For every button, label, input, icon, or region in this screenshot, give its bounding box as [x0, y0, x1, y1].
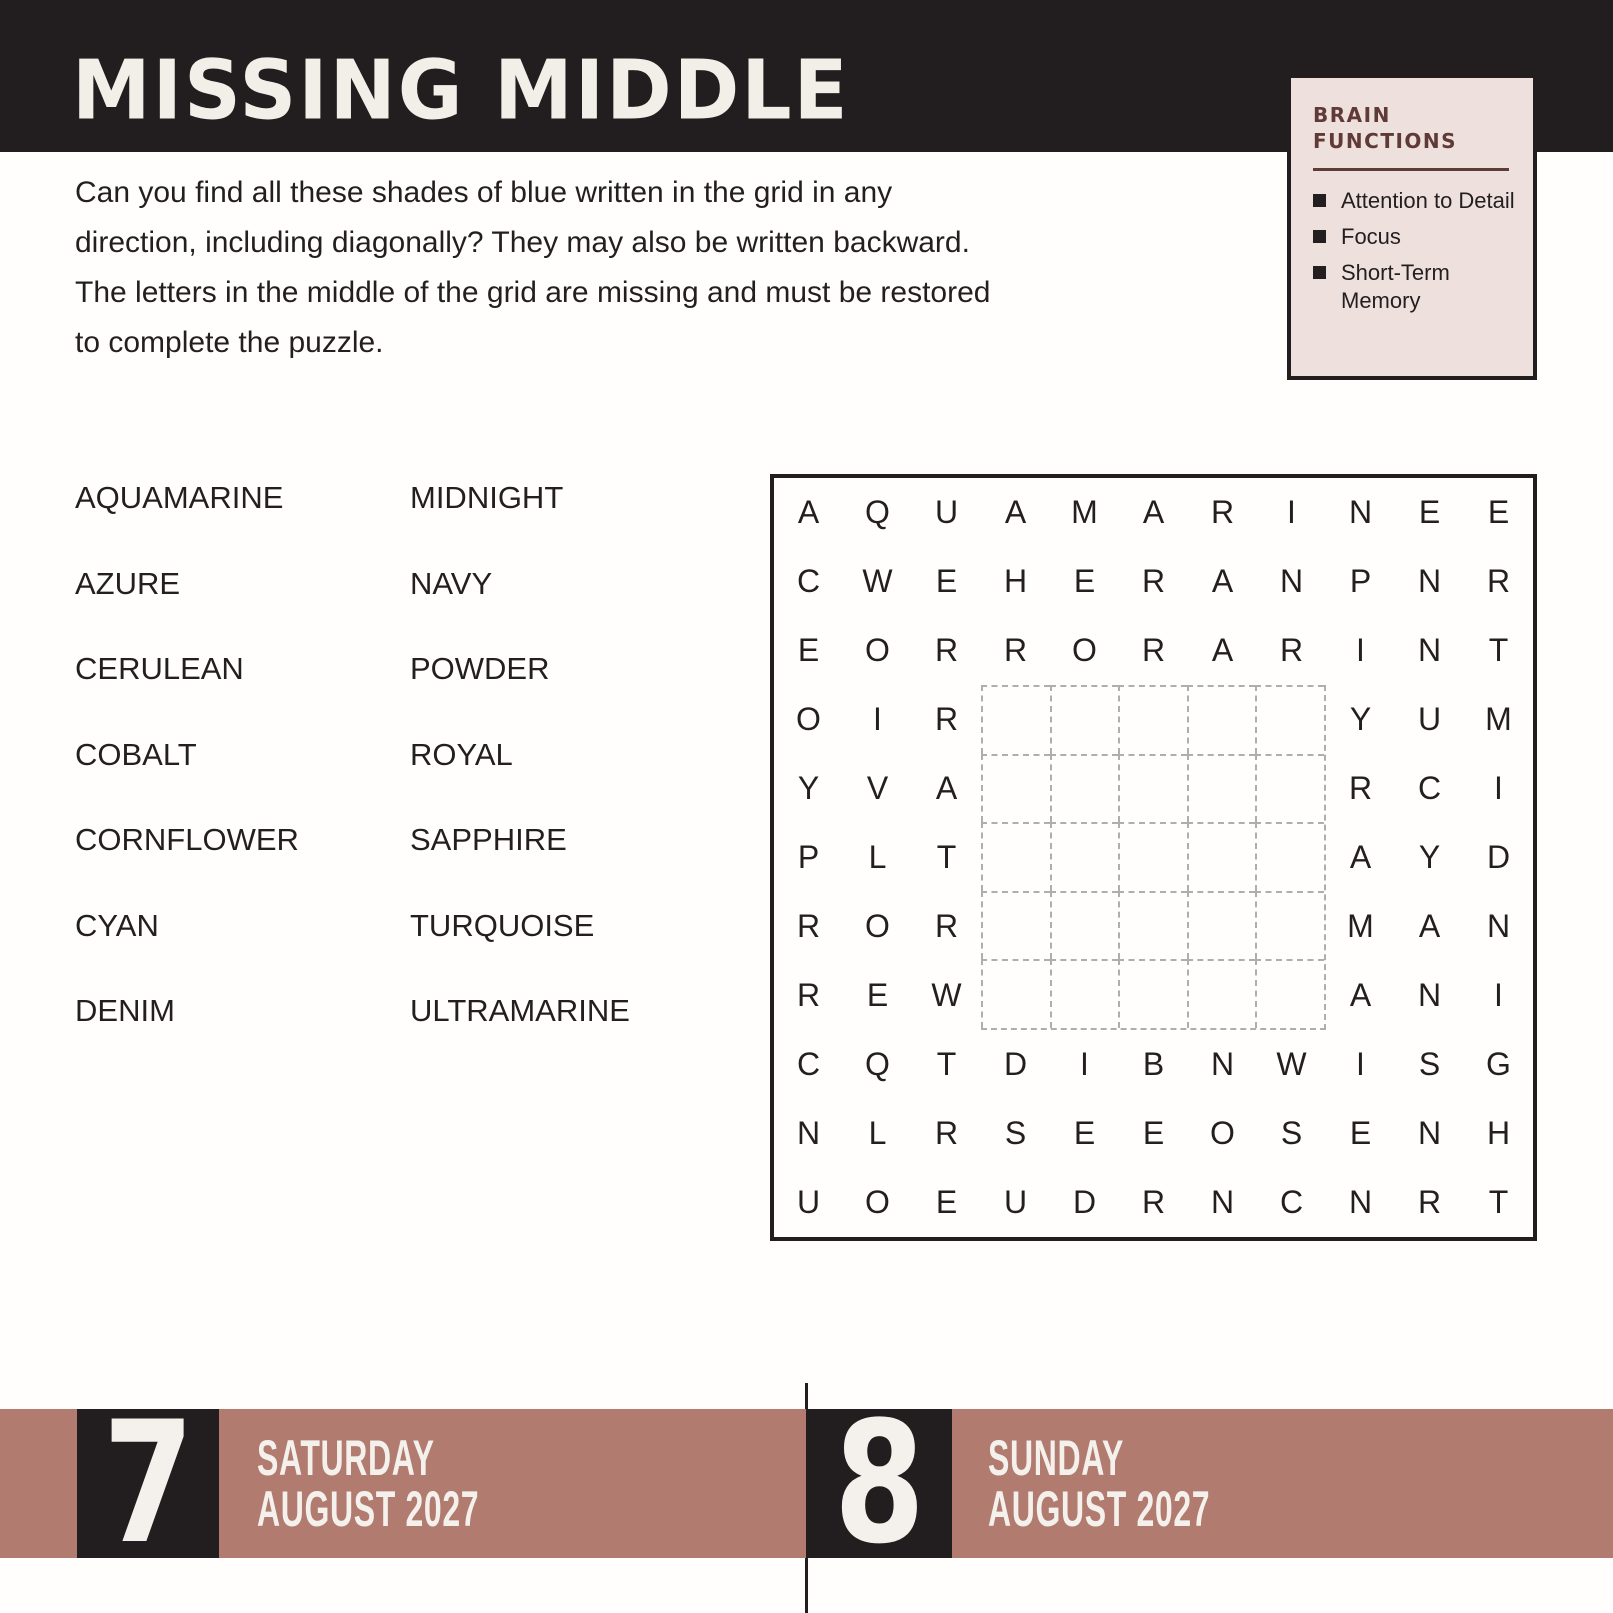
grid-cell: R [1210, 494, 1235, 530]
word-list-item: NAVY [410, 565, 493, 601]
grid-cell: N [1348, 494, 1373, 530]
grid-cell: E [1073, 563, 1096, 599]
day-number-box-saturday [77, 1385, 219, 1581]
grid-cell: O [1210, 1115, 1235, 1151]
word-list-column-1 [75, 482, 299, 1081]
month-year-label: AUGUST 2027 [257, 1480, 480, 1537]
grid-cell: R [1141, 1184, 1166, 1220]
grid-cell: D [1486, 839, 1511, 875]
grid-cell: R [934, 632, 959, 668]
grid-cell: B [1142, 1046, 1165, 1082]
grid-cell: A [1418, 908, 1441, 944]
missing-cell-outline [981, 754, 1050, 823]
grid-cell: O [1072, 632, 1097, 668]
grid-cell: Y [1418, 839, 1441, 875]
grid-cell: I [1494, 977, 1503, 1013]
missing-cell-outline [1187, 754, 1256, 823]
grid-cell: E [1073, 1115, 1096, 1151]
word-search-grid [770, 474, 1537, 1241]
word-list-column-2 [410, 482, 630, 1081]
missing-cell-outline [1187, 891, 1256, 960]
grid-cell: I [1080, 1046, 1089, 1082]
grid-cell: G [1486, 1046, 1511, 1082]
missing-cell-outline [1118, 754, 1187, 823]
calendar-bar [0, 1385, 1613, 1581]
grid-cell: C [796, 1046, 821, 1082]
word-list-item: POWDER [410, 651, 550, 686]
grid-cell: N [1486, 908, 1511, 944]
grid-cell: R [1486, 563, 1511, 599]
word-list-item: CORNFLOWER [75, 822, 299, 857]
grid-cell: R [1348, 770, 1373, 806]
grid-cell: N [1279, 563, 1304, 599]
instruction-line: to complete the puzzle. [75, 326, 384, 359]
grid-cell: W [931, 977, 962, 1013]
grid-cell: I [1356, 632, 1365, 668]
brain-function-item: Short-Term Memory [1313, 259, 1519, 315]
grid-cell: I [873, 701, 882, 737]
weekday-label: SATURDAY [257, 1429, 435, 1486]
grid-cell: R [1417, 1184, 1442, 1220]
grid-cell: C [1417, 770, 1442, 806]
grid-cell: A [1349, 839, 1372, 875]
brain-function-item: Focus [1313, 223, 1519, 251]
grid-cell: O [865, 908, 890, 944]
grid-cell: R [1141, 632, 1166, 668]
grid-cell: R [934, 1115, 959, 1151]
day-labels-saturday [257, 1429, 604, 1537]
instruction-line: direction, including diagonally? They may also be written backward. [75, 226, 970, 259]
missing-cell-outline [1187, 685, 1256, 754]
grid-cell: I [1356, 1046, 1365, 1082]
brain-function-item: Attention to Detail [1313, 187, 1519, 215]
day-number-8: 8 [833, 1385, 925, 1581]
missing-cell-outline [1255, 685, 1324, 754]
grid-cell: A [1211, 632, 1234, 668]
brain-functions-divider [1313, 168, 1509, 171]
grid-cell: N [1417, 1115, 1442, 1151]
grid-cell: E [935, 1184, 958, 1220]
missing-cell-outline [1118, 891, 1187, 960]
missing-cell-outline [1050, 959, 1119, 1028]
grid-cell: A [1142, 494, 1165, 530]
missing-cell-outline [1050, 685, 1119, 754]
brain-functions-box [1287, 74, 1537, 380]
grid-cell: R [796, 908, 821, 944]
grid-cell: O [865, 632, 890, 668]
grid-cell: T [1488, 1184, 1509, 1220]
missing-cell-outline [1255, 959, 1324, 1028]
grid-cell: W [862, 563, 893, 599]
grid-cell: U [1417, 701, 1442, 737]
word-list-item: MIDNIGHT [410, 480, 564, 515]
grid-cell: D [1072, 1184, 1097, 1220]
grid-cell: S [1418, 1046, 1441, 1082]
missing-cell-outline [981, 685, 1050, 754]
grid-cell: N [1417, 632, 1442, 668]
grid-cell: E [797, 632, 820, 668]
grid-cell: L [868, 839, 887, 875]
grid-cell: D [1003, 1046, 1028, 1082]
word-list-item: ULTRAMARINE [410, 993, 630, 1028]
grid-cell: Y [1349, 701, 1372, 737]
grid-cell: A [797, 494, 820, 530]
grid-cell: P [1349, 563, 1372, 599]
brain-functions-heading: BRAIN FUNCTIONS [1313, 103, 1458, 153]
grid-cell: P [797, 839, 820, 875]
grid-cell: M [1347, 908, 1374, 944]
missing-cell-outline [1255, 754, 1324, 823]
day-number-box-sunday [806, 1385, 952, 1581]
grid-cell: Q [865, 1046, 890, 1082]
grid-cell: R [1141, 563, 1166, 599]
grid-cell: R [796, 977, 821, 1013]
grid-cell: E [866, 977, 889, 1013]
grid-cell: R [934, 701, 959, 737]
grid-cell: I [1494, 770, 1503, 806]
missing-cell-outline [981, 891, 1050, 960]
word-list-item: CYAN [75, 907, 159, 943]
word-list-item: CERULEAN [75, 651, 244, 686]
missing-cell-outline [981, 822, 1050, 891]
word-list-item: COBALT [75, 736, 197, 772]
grid-cell: N [796, 1115, 821, 1151]
grid-cell: E [1418, 494, 1441, 530]
missing-cell-outline [1050, 891, 1119, 960]
missing-cell-outline [1050, 754, 1119, 823]
grid-cell: I [1287, 494, 1296, 530]
grid-cell: N [1210, 1046, 1235, 1082]
missing-region-overlay [981, 685, 1326, 1030]
missing-cell-outline [1050, 822, 1119, 891]
missing-cell-outline [1118, 822, 1187, 891]
missing-cell-outline [1118, 685, 1187, 754]
month-year-label: AUGUST 2027 [988, 1480, 1211, 1537]
grid-cell: Y [797, 770, 820, 806]
grid-cell: U [934, 494, 959, 530]
instruction-line: Can you find all these shades of blue written in the grid in any [75, 176, 893, 209]
word-list-item: AZURE [75, 565, 181, 601]
grid-cell: H [1486, 1115, 1511, 1151]
day-labels-sunday [988, 1429, 1335, 1537]
weekday-label: SUNDAY [988, 1429, 1125, 1486]
brain-functions-list [1313, 187, 1519, 315]
grid-cell: A [935, 770, 958, 806]
word-list-item: TURQUOISE [410, 907, 595, 943]
grid-cell: U [1003, 1184, 1028, 1220]
word-list-item: ROYAL [410, 736, 513, 772]
grid-cell: R [1003, 632, 1028, 668]
grid-cell: O [796, 701, 821, 737]
grid-cell: H [1003, 563, 1028, 599]
grid-cell: S [1004, 1115, 1027, 1151]
missing-cell-outline [1187, 959, 1256, 1028]
grid-cell: N [1210, 1184, 1235, 1220]
grid-cell: C [1279, 1184, 1304, 1220]
missing-cell-outline [1255, 822, 1324, 891]
word-list-item: AQUAMARINE [75, 480, 284, 515]
day-number-7: 7 [102, 1385, 194, 1581]
grid-cell: E [1349, 1115, 1372, 1151]
grid-cell: R [934, 908, 959, 944]
grid-cell: O [865, 1184, 890, 1220]
word-list-item: SAPPHIRE [410, 822, 567, 857]
missing-cell-outline [1118, 959, 1187, 1028]
missing-cell-outline [1255, 891, 1324, 960]
grid-cell: A [1004, 494, 1027, 530]
page-title: MISSING MIDDLE [72, 42, 850, 139]
missing-cell-outline [1187, 822, 1256, 891]
grid-cell: E [1487, 494, 1510, 530]
grid-cell: W [1276, 1046, 1307, 1082]
grid-cell: A [1349, 977, 1372, 1013]
instruction-line: The letters in the middle of the grid are missing and must be restored [75, 276, 991, 309]
grid-cell: Q [865, 494, 890, 530]
grid-cell: T [936, 839, 957, 875]
grid-cell: N [1417, 977, 1442, 1013]
grid-cell: M [1485, 701, 1512, 737]
grid-cell: A [1211, 563, 1234, 599]
grid-cell: R [1279, 632, 1304, 668]
grid-cell: M [1071, 494, 1098, 530]
grid-cell: E [1142, 1115, 1165, 1151]
instructions-text [75, 168, 990, 368]
grid-cell: C [796, 563, 821, 599]
grid-cell: T [1488, 632, 1509, 668]
grid-cell: N [1417, 563, 1442, 599]
grid-cell: E [935, 563, 958, 599]
grid-cell: V [866, 770, 889, 806]
grid-cell: N [1348, 1184, 1373, 1220]
grid-cell: U [796, 1184, 821, 1220]
grid-cell: L [868, 1115, 887, 1151]
grid-cell: T [936, 1046, 957, 1082]
grid-cell: S [1280, 1115, 1303, 1151]
word-list-item: DENIM [75, 993, 175, 1028]
missing-cell-outline [981, 959, 1050, 1028]
